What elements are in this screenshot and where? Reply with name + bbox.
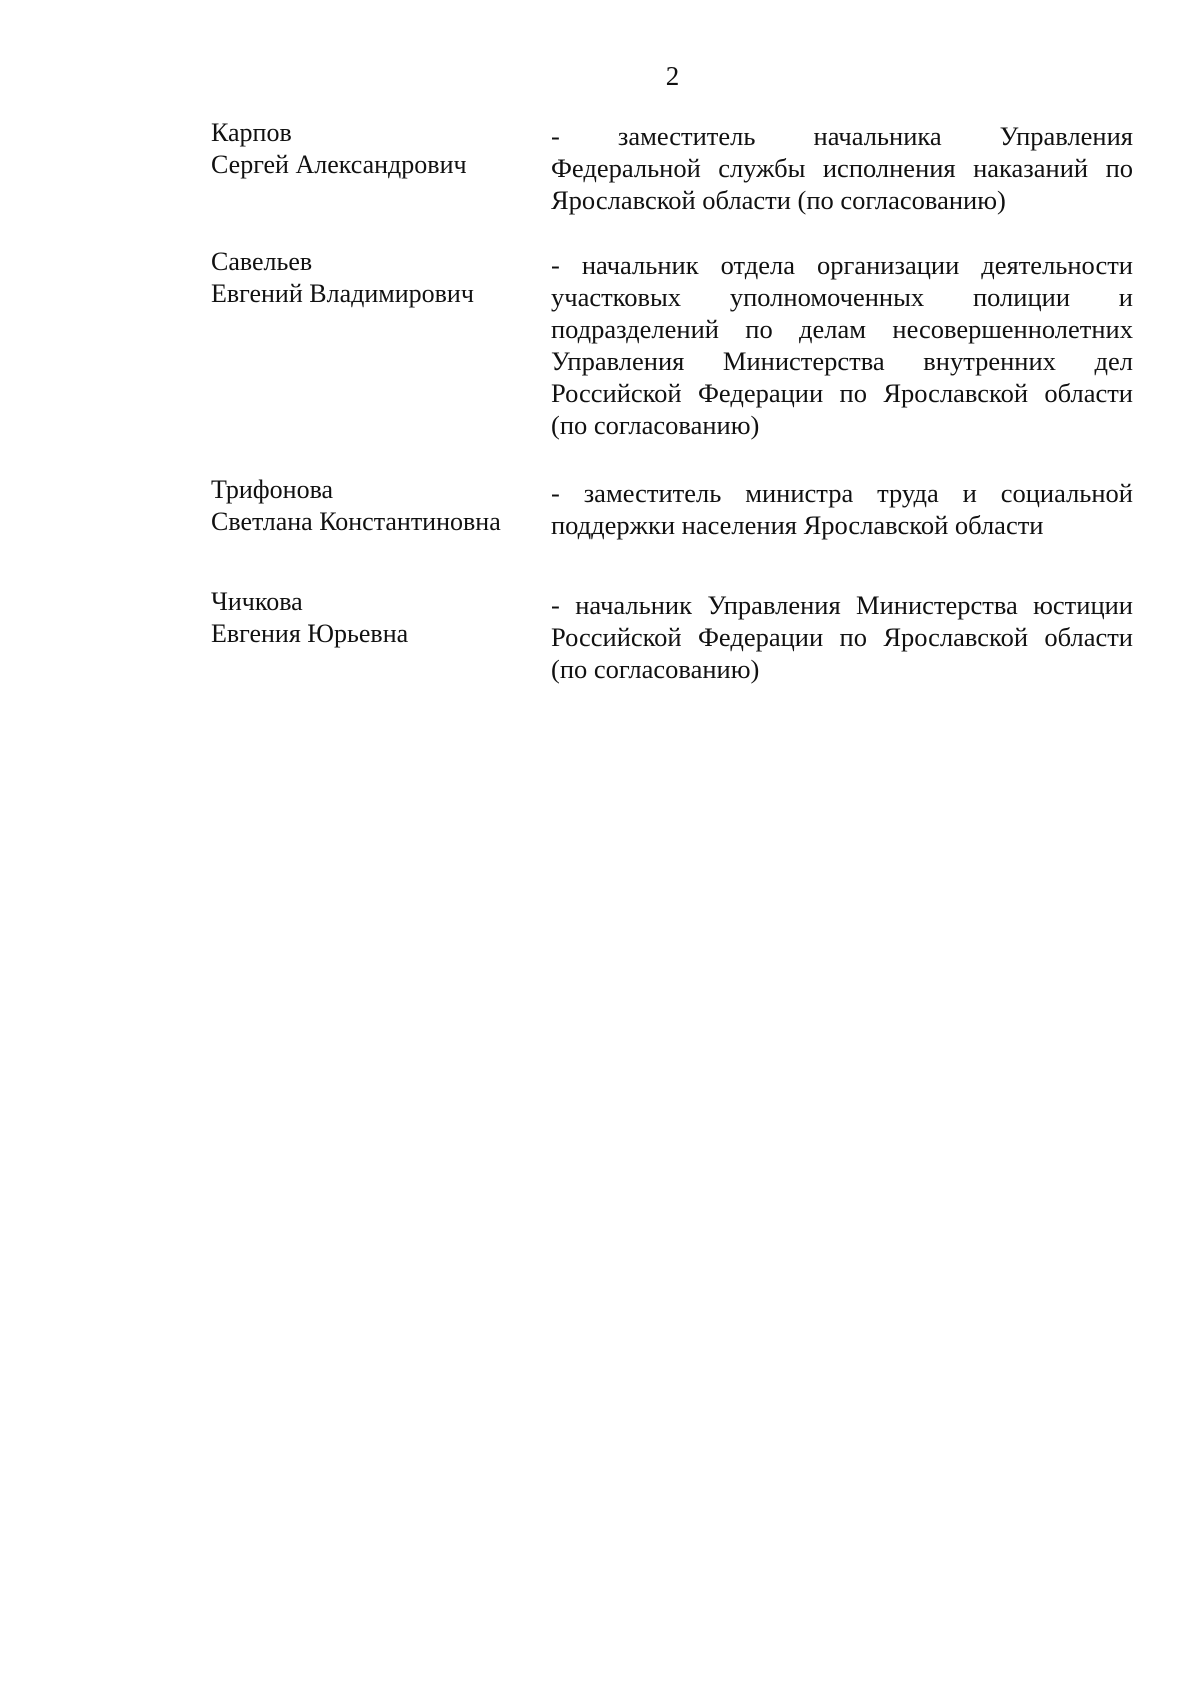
page-number: 2 bbox=[665, 61, 680, 91]
member-surname: Чичкова bbox=[211, 587, 303, 616]
member-given-names: Сергей Александрович bbox=[211, 150, 467, 179]
member-position: - начальник отдела организации деятельности участковых уполномоченных полиции и подразделений по делам несовершеннолетних Управления Министерства внутренних дел Российской Федерации по Ярославской области (по согласованию) bbox=[551, 250, 1133, 440]
member-given-names: Светлана Константиновна bbox=[211, 507, 501, 536]
member-surname: Трифонова bbox=[211, 475, 334, 504]
member-position: - начальник Управления Министерства юстиции Российской Федерации по Ярославской области (по согласованию) bbox=[551, 590, 1133, 684]
member-name bbox=[211, 246, 541, 310]
member-name bbox=[211, 474, 541, 538]
member-surname: Карпов bbox=[211, 118, 292, 147]
member-given-names: Евгений Владимирович bbox=[211, 279, 474, 308]
member-position: - заместитель начальника Управления Федеральной службы исполнения наказаний по Ярославской области (по согласованию) bbox=[551, 121, 1133, 215]
member-position: - заместитель министра труда и социальной поддержки населения Ярославской области bbox=[551, 478, 1133, 540]
member-surname: Савельев bbox=[211, 247, 313, 276]
member-name bbox=[211, 586, 541, 650]
member-given-names: Евгения Юрьевна bbox=[211, 619, 409, 648]
member-name bbox=[211, 117, 541, 181]
